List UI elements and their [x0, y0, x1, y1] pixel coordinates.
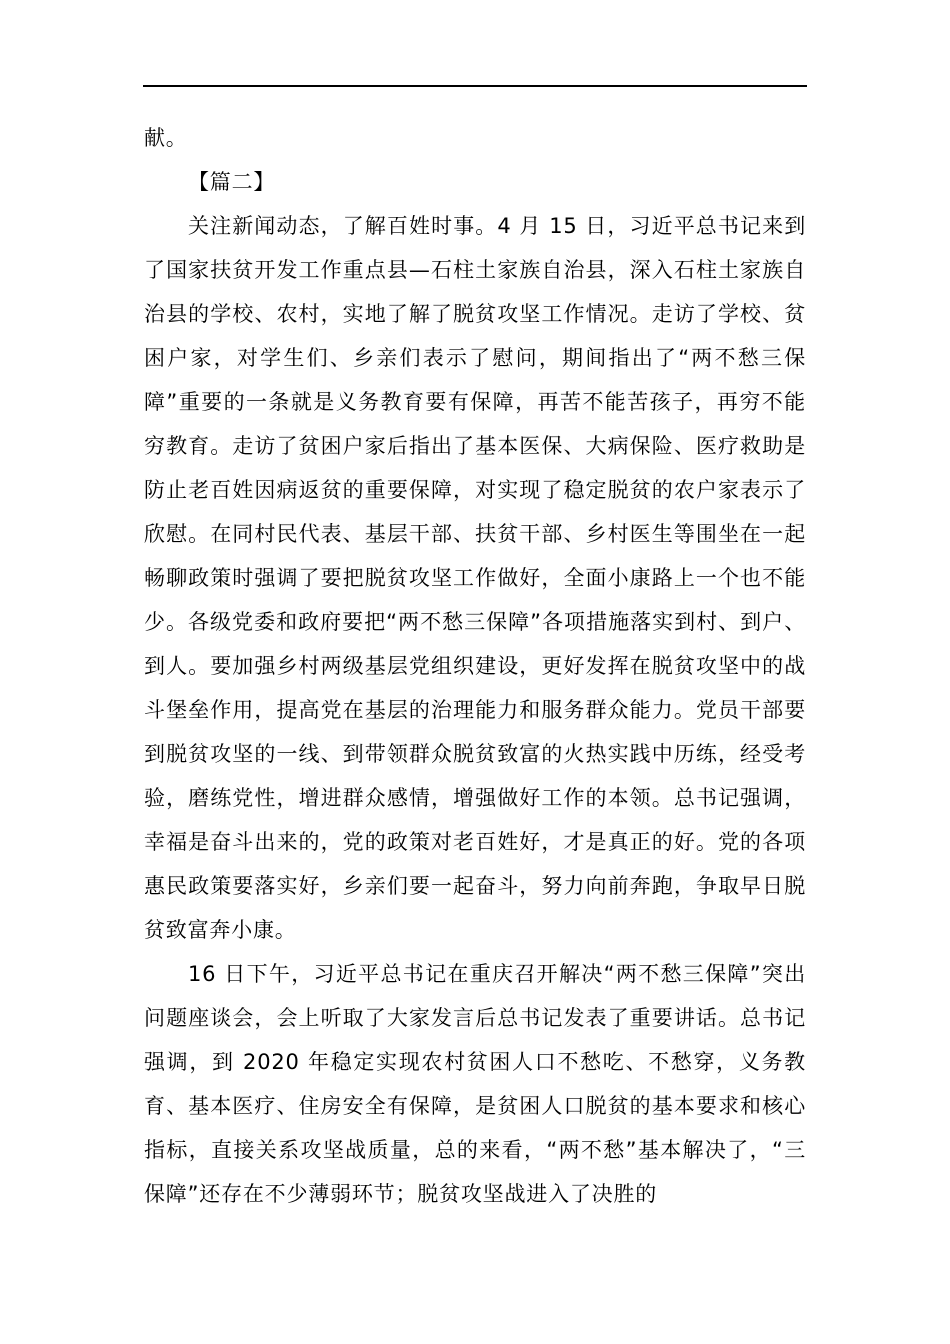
continuation-text: 献。: [144, 126, 188, 150]
header-divider: [143, 85, 807, 87]
document-body: [144, 116, 806, 1216]
paragraph-1: 关注新闻动态，了解百姓时事。4 月 15 日，习近平总书记来到了国家扶贫开发工作重点县—石柱土家族自治县，深入石柱土家族自治县的学校、农村，实地了解了脱贫攻坚工作情况。走访了学校、贫困户家，对学生们、乡亲们表示了慰问，期间指出了“两不愁三保障”重要的一条就是义务教育要有保障，再苦不能苦孩子，再穷不能穷教育。走访了贫困户家后指出了基本医保、大病保险、医疗救助是防止老百姓因病返贫的重要保障，对实现了稳定脱贫的农户家表示了欣慰。在同村民代表、基层干部、扶贫干部、乡村医生等围坐在一起畅聊政策时强调了要把脱贫攻坚工作做好，全面小康路上一个也不能少。各级党委和政府要把“两不愁三保障”各项措施落实到村、到户、到人。要加强乡村两级基层党组织建设，更好发挥在脱贫攻坚中的战斗堡垒作用，提高党在基层的治理能力和服务群众能力。党员干部要到脱贫攻坚的一线、到带领群众脱贫致富的火热实践中历练，经受考验，磨练党性，增进群众感情，增强做好工作的本领。总书记强调，幸福是奋斗出来的，党的政策对老百姓好，才是真正的好。党的各项惠民政策要落实好，乡亲们要一起奋斗，努力向前奔跑，争取早日脱贫致富奔小康。: [144, 214, 806, 942]
paragraph-2: 16 日下午，习近平总书记在重庆召开解决“两不愁三保障”突出问题座谈会，会上听取了大家发言后总书记发表了重要讲话。总书记强调，到 2020 年稳定实现农村贫困人口不愁吃、不愁穿，义务教育、基本医疗、住房安全有保障，是贫困人口脱贫的基本要求和核心指标，直接关系攻坚战质量，总的来看，“两不愁”基本解决了，“三保障”还存在不少薄弱环节；脱贫攻坚战进入了决胜的: [144, 962, 806, 1206]
section-heading: 【篇二】: [188, 170, 276, 194]
